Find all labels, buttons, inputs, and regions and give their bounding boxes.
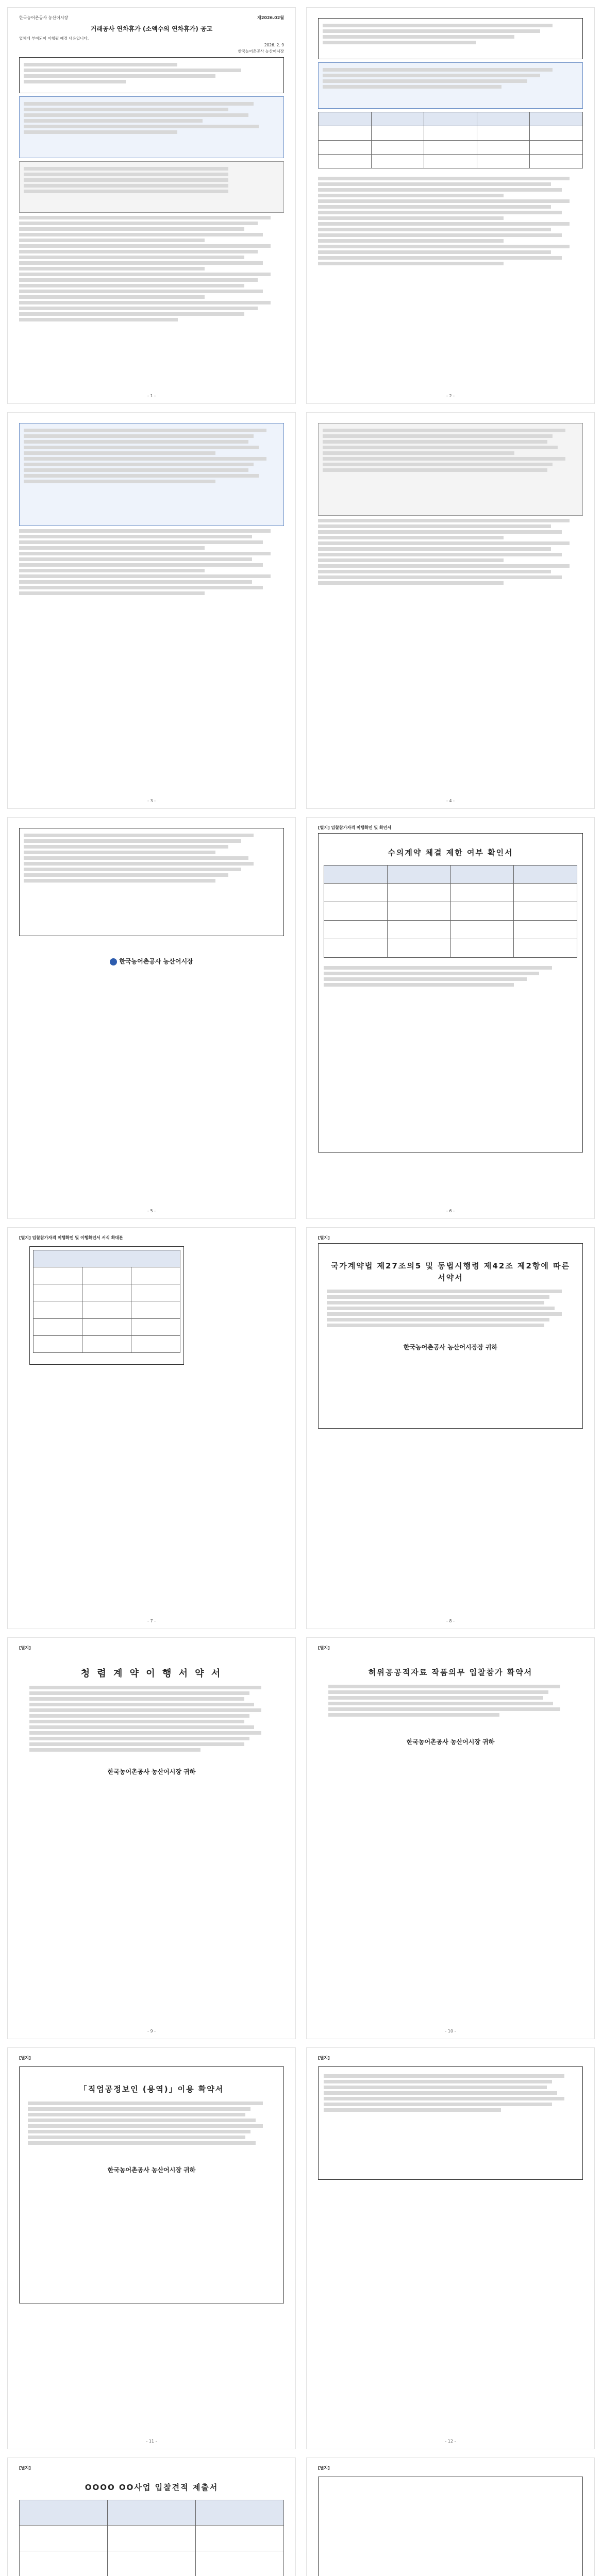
page-header-right: 재2026.02월	[257, 15, 284, 20]
document-page-7	[7, 1227, 296, 1629]
section-box	[318, 18, 583, 59]
form-frame	[318, 2066, 583, 2180]
notice-subtitle: 업체에 부여되어 이행될 예정 내용입니다.	[19, 36, 89, 41]
document-page-12	[306, 2047, 595, 2449]
org-logo-icon	[110, 958, 117, 965]
body-text	[19, 529, 284, 787]
form-title: 수의계약 체결 제한 여부 확인서	[388, 848, 513, 857]
document-page-14	[306, 2458, 595, 2576]
document-page-10	[306, 1637, 595, 2039]
page-number: - 2 -	[446, 394, 455, 398]
page-number: - 6 -	[446, 1209, 455, 1213]
document-page-2	[306, 7, 595, 404]
confirm-org: 한국농어촌공사 농산어시장 귀하	[107, 2166, 196, 2174]
document-page-11	[7, 2047, 296, 2449]
page-number: - 10 -	[445, 2029, 456, 2033]
pledge-org: 한국농어촌공사 농산어시장 귀하	[107, 1768, 196, 1775]
notice-box	[19, 423, 284, 526]
confirm-frame	[19, 2066, 284, 2303]
notice-list-box	[19, 828, 284, 936]
notice-title: 거래공사 연차휴가 (소액수의 연차휴가) 공고	[90, 25, 213, 32]
document-page-3	[7, 412, 296, 809]
confirm-title: 허위공공적자료 작품의무 입찰참가 확약서	[368, 1668, 533, 1677]
notice-summary-box	[19, 57, 284, 93]
form-frame	[29, 1246, 184, 1365]
page-number: - 4 -	[446, 799, 455, 803]
confirm-org: 한국농어촌공사 농산어시장 귀하	[406, 1738, 495, 1745]
form-header: [별지]	[318, 1235, 330, 1240]
page-number: - 7 -	[147, 1619, 156, 1623]
body-text	[318, 177, 583, 403]
quote-title: OOOO OO사업 입찰견적 제출서	[85, 2483, 219, 2492]
form-header: [별지]	[318, 2466, 330, 2470]
form-header: [별지]	[19, 2056, 31, 2060]
pledge-org: 한국농어촌공사 농산어시장장 귀하	[403, 1344, 498, 1351]
page-number: - 5 -	[147, 1209, 156, 1213]
pledge-frame	[318, 1243, 583, 1429]
notice-item-list	[19, 161, 284, 213]
document-page-5	[7, 817, 296, 1219]
page-header-left: 한국농어촌공사 농산어시장	[19, 15, 69, 20]
notice-org: 한국농어촌공사 농산어시장	[238, 48, 284, 54]
form-header: [별지] 입찰참가자격 이행확인 및 확인서	[318, 825, 392, 830]
form-table	[33, 1250, 180, 1353]
form-table	[324, 865, 577, 958]
document-page-1	[7, 7, 296, 404]
pledge-body	[19, 1686, 284, 1752]
page-number: - 12 -	[445, 2439, 456, 2444]
schedule-table	[318, 112, 583, 168]
body-text	[318, 519, 583, 787]
document-page-8	[306, 1227, 595, 1629]
document-page-13	[7, 2458, 296, 2576]
page-number: - 9 -	[147, 2029, 156, 2033]
document-page-9	[7, 1637, 296, 2039]
integrity-pledge-title: 청 렴 계 약 이 행 서 약 서	[80, 1668, 223, 1679]
document-page-6	[306, 817, 595, 1219]
pledge-title: 국가계약법 제27조의5 및 동법시행령 제42조 제2항에 따른 서약서	[330, 1261, 571, 1282]
confirm-title: 「직업공정보인 (용역)」이용 확약서	[79, 2084, 224, 2094]
schedule-table-wrap	[318, 112, 583, 174]
page-number: - 3 -	[147, 799, 156, 803]
form-frame	[318, 833, 583, 1153]
notice-info-box	[19, 96, 284, 158]
info-box	[318, 423, 583, 516]
form-header: [별지]	[318, 2056, 330, 2060]
issuing-org: 한국농어촌공사 농산어시장	[19, 957, 284, 966]
form-header: [별지]	[318, 1646, 330, 1650]
form-header: [별지]	[19, 2466, 31, 2470]
confirm-body	[318, 1685, 583, 1717]
notice-body-text	[19, 216, 284, 391]
quote-table	[19, 2500, 284, 2576]
page-number: - 11 -	[146, 2439, 157, 2444]
form-header: [별지] 입찰참가자격 이행확인 및 이행확인서 서식 확대본	[19, 1235, 123, 1240]
document-page-4	[306, 412, 595, 809]
form-frame	[318, 2477, 583, 2576]
eligibility-box	[318, 62, 583, 109]
notice-date: 2026. 2. 9	[264, 43, 284, 48]
page-number: - 1 -	[147, 394, 156, 398]
form-header: [별지]	[19, 1646, 31, 1650]
page-number: - 8 -	[446, 1619, 455, 1623]
